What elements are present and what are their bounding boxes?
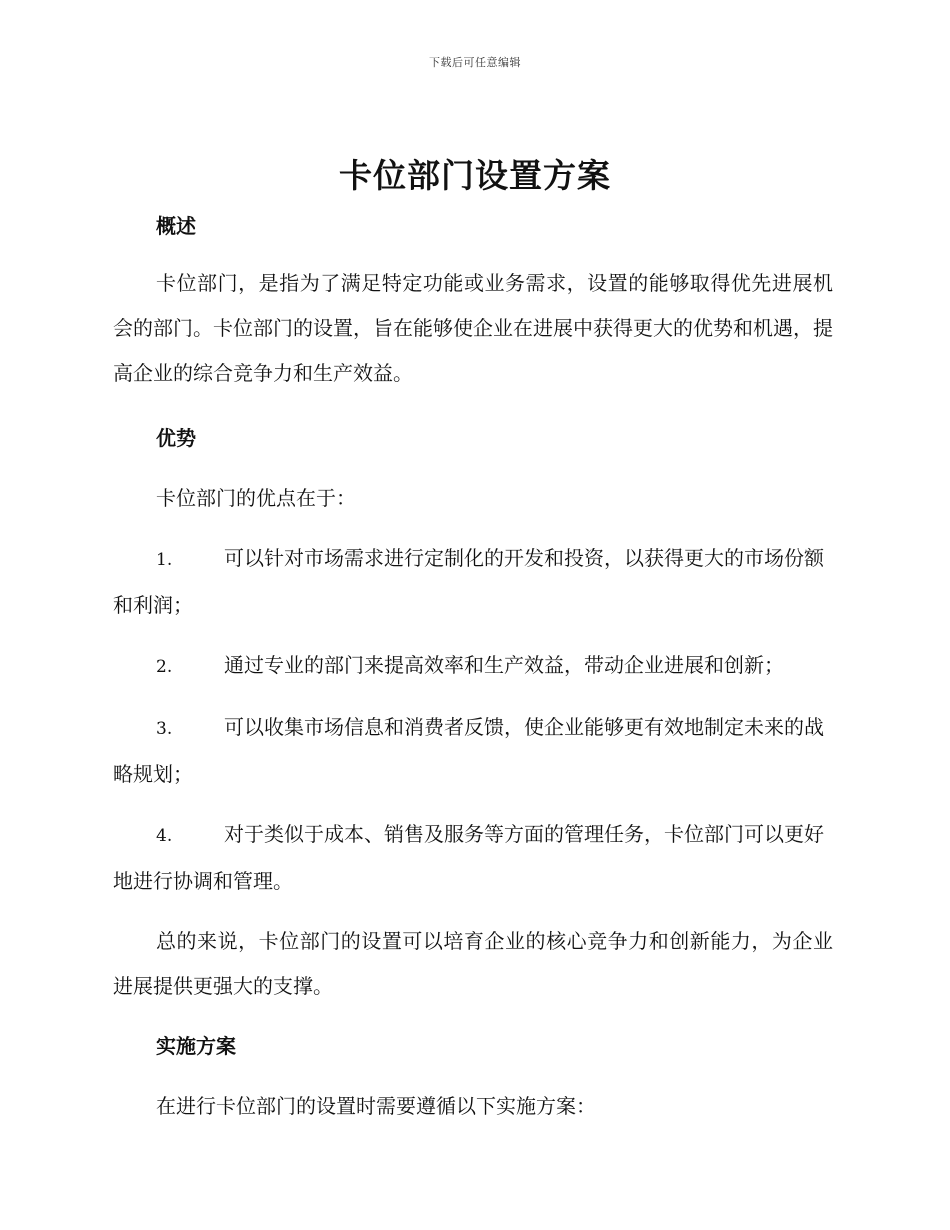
section-heading-advantages: 优势 [156,426,196,450]
implementation-intro: 在进行卡位部门的设置时需要遵循以下实施方案： [156,1094,596,1118]
list-number: 2. [156,657,173,677]
list-text: 可以针对市场需求进行定制化的开发和投资，以获得更大的市场份额和利润； [113,546,824,617]
list-item [113,643,833,690]
advantages-intro: 卡位部门的优点在于： [156,486,356,510]
list-item [113,812,833,904]
list-number: 1. [156,550,173,570]
list-item [113,705,833,797]
list-number: 3. [156,719,173,739]
overview-paragraph: 卡位部门，是指为了满足特定功能或业务需求，设置的能够取得优先进展机会的部门。卡位部门的设置，旨在能够使企业在进展中获得更大的优势和机遇，提高企业的综合竞争力和生产效益。 [113,271,833,385]
list-text: 对于类似于成本、销售及服务等方面的管理任务，卡位部门可以更好地进行协调和管理。 [113,822,824,893]
list-text: 通过专业的部门来提高效率和生产效益，带动企业进展和创新； [224,653,784,677]
list-text: 可以收集市场信息和消费者反馈，使企业能够更有效地制定未来的战略规划； [113,715,824,786]
list-item [113,536,833,628]
document-body [113,204,833,1129]
page-header-note: 下载后可任意编辑 [429,56,521,69]
section-heading-implementation: 实施方案 [156,1034,236,1058]
document-title: 卡位部门设置方案 [339,156,611,195]
advantages-summary: 总的来说，卡位部门的设置可以培育企业的核心竞争力和创新能力，为企业进展提供更强大的支撑。 [113,929,833,998]
section-heading-overview: 概述 [156,214,196,238]
list-number: 4. [156,826,173,846]
